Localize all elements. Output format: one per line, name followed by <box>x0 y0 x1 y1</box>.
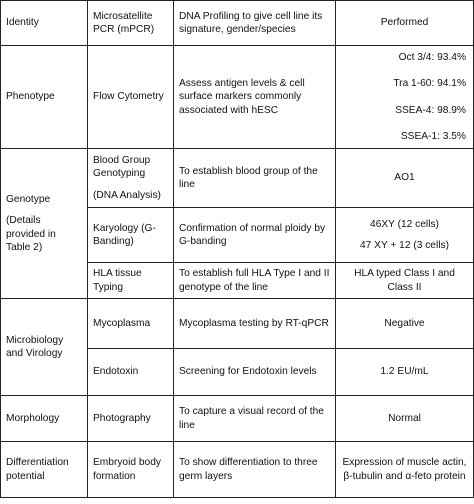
result-ssea1: SSEA-1: 3.5% <box>400 130 466 142</box>
method-cell: Flow Cytometry <box>88 46 174 149</box>
method-cell: Karyology (G-Banding) <box>88 208 174 263</box>
method-cell: Endotoxin <box>88 349 174 396</box>
table-row-microbiology-mycoplasma <box>1 299 474 349</box>
method-cell: Blood Group Genotyping (DNA Analysis) <box>88 149 174 208</box>
purpose-cell: To establish full HLA Type I and II genotype of the line <box>174 263 336 299</box>
category-cell: Microbiology and Virology <box>1 299 88 396</box>
method-cell: Mycoplasma <box>88 299 174 349</box>
result-cell: AO1 <box>336 149 474 208</box>
result-cell: 46XY (12 cells) 47 XY + 12 (3 cells) <box>336 208 474 263</box>
table-row-identity <box>1 1 474 46</box>
purpose-cell: Screening for Endotoxin levels <box>174 349 336 396</box>
category-cell: Morphology <box>1 396 88 442</box>
table-row-genotype-bloodgroup <box>1 149 474 208</box>
method-cell: HLA tissue Typing <box>88 263 174 299</box>
result-cell: HLA typed Class I and Class II <box>336 263 474 299</box>
result-cell: Performed <box>336 1 474 46</box>
purpose-cell: To establish blood group of the line <box>174 149 336 208</box>
purpose-cell: Confirmation of normal ploidy by G-banding <box>174 208 336 263</box>
table-row-morphology <box>1 396 474 442</box>
result-cell: Normal <box>336 396 474 442</box>
purpose-cell: Assess antigen levels & cell surface markers commonly associated with hESC <box>174 46 336 149</box>
purpose-cell: To capture a visual record of the line <box>174 396 336 442</box>
category-cell: Phenotype <box>1 46 88 149</box>
result-tra160: Tra 1-60: 94.1% <box>393 78 466 90</box>
result-cell: Negative <box>336 299 474 349</box>
result-cell: 1.2 EU/mL <box>336 349 474 396</box>
purpose-cell: Mycoplasma testing by RT-qPCR <box>174 299 336 349</box>
category-cell: Genotype (Details provided in Table 2) <box>1 149 88 299</box>
category-cell: Identity <box>1 1 88 46</box>
method-cell: Embryoid body formation <box>88 442 174 498</box>
table-row-differentiation <box>1 442 474 498</box>
table-row-phenotype <box>1 46 474 149</box>
result-cell <box>336 46 474 149</box>
result-oct34: Oct 3/4: 93.4% <box>398 51 466 63</box>
purpose-cell: To show differentiation to three germ layers <box>174 442 336 498</box>
result-ssea4: SSEA-4: 98.9% <box>395 104 466 116</box>
method-cell: Microsatellite PCR (mPCR) <box>88 1 174 46</box>
purpose-cell: DNA Profiling to give cell line its signature, gender/species <box>174 1 336 46</box>
result-cell: Expression of muscle actin, β-tubulin and α-feto protein <box>336 442 474 498</box>
method-cell: Photography <box>88 396 174 442</box>
category-cell: Differentiation potential <box>1 442 88 498</box>
